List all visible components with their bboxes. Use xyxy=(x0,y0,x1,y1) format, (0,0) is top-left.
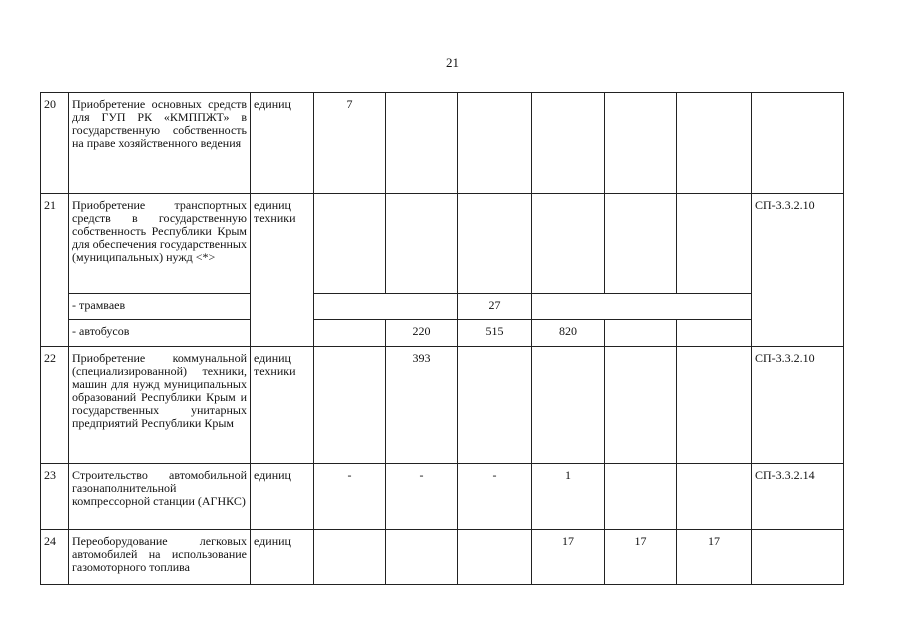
reference-code: СП-3.3.2.14 xyxy=(752,464,844,530)
table-row-24 xyxy=(41,530,844,585)
row-unit: единиц техники xyxy=(251,347,314,464)
value-cell: 820 xyxy=(532,320,605,347)
table-row-22 xyxy=(41,347,844,464)
value-cell: - xyxy=(386,464,458,530)
value-cell: 1 xyxy=(532,464,605,530)
row-name: Строительство автомобильной газонаполнительной компрессорной станции (АГНКС) xyxy=(69,464,251,530)
row-unit: единиц техники xyxy=(251,194,314,347)
table-row-20 xyxy=(41,93,844,194)
row-name: Приобретение основных средств для ГУП РК «КМППЖТ» в государственную собственность на праве хозяйственного ведения xyxy=(69,93,251,194)
table-row-23 xyxy=(41,464,844,530)
program-table xyxy=(40,92,844,585)
table-row-21-buses xyxy=(41,320,844,347)
value-cell: 7 xyxy=(314,93,386,194)
value-cell: 220 xyxy=(386,320,458,347)
page-number: 21 xyxy=(446,55,459,70)
value-cell: 17 xyxy=(532,530,605,585)
row-name: - трамваев xyxy=(69,294,251,320)
table-row-21-trams xyxy=(41,294,844,320)
row-name: Переоборудование легковых автомобилей на использование газомоторного топлива xyxy=(69,530,251,585)
row-number: 24 xyxy=(41,530,69,585)
row-unit: единиц xyxy=(251,530,314,585)
value-cell: 515 xyxy=(458,320,532,347)
row-number: 20 xyxy=(41,93,69,194)
table-row-21 xyxy=(41,194,844,294)
value-cell: 17 xyxy=(605,530,677,585)
reference-code: СП-3.3.2.10 xyxy=(752,194,844,347)
row-number: 23 xyxy=(41,464,69,530)
value-cell: - xyxy=(458,464,532,530)
row-unit: единиц xyxy=(251,464,314,530)
row-number: 22 xyxy=(41,347,69,464)
value-cell: - xyxy=(314,464,386,530)
row-name: - автобусов xyxy=(69,320,251,347)
reference-code: СП-3.3.2.10 xyxy=(752,347,844,464)
value-cell: 27 xyxy=(458,294,532,320)
value-cell: 17 xyxy=(677,530,752,585)
row-name: Приобретение коммунальной (специализированной) техники, машин для нужд муниципальных образований Республики Крым и государственных унитарных предприятий Республики Крым xyxy=(69,347,251,464)
row-unit: единиц xyxy=(251,93,314,194)
row-name: Приобретение транспортных средств в государственную собственность Республики Крым для обеспечения государственных (муниципальных) нужд <*> xyxy=(69,194,251,294)
row-number: 21 xyxy=(41,194,69,294)
value-cell: 393 xyxy=(386,347,458,464)
